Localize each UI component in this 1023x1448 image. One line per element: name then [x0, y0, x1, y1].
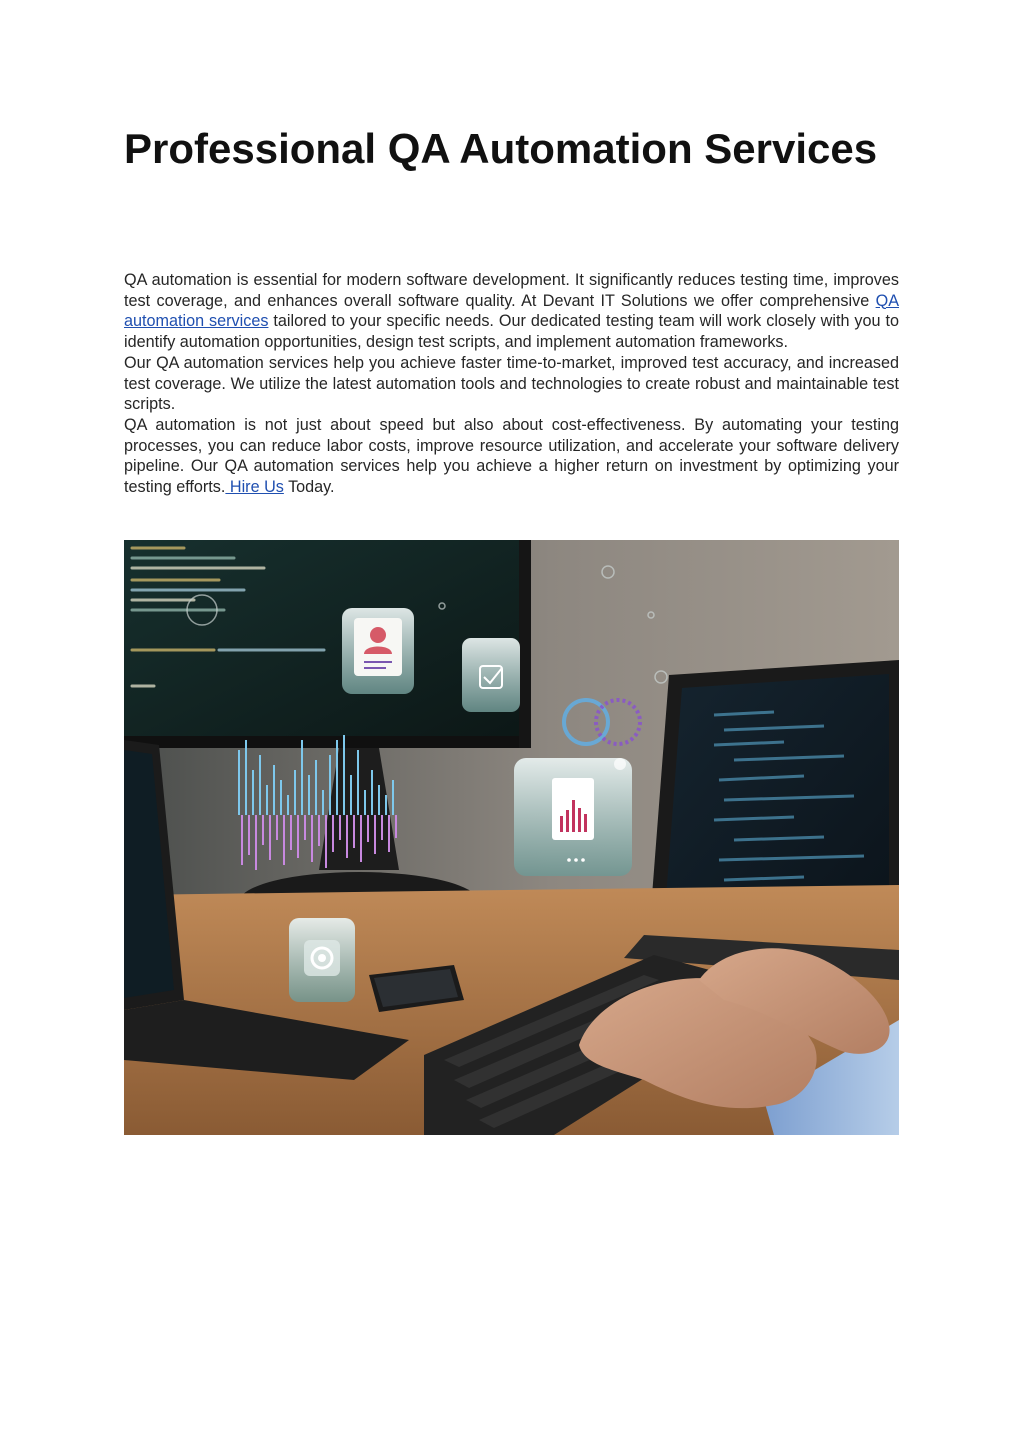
monitor-screen	[124, 540, 524, 740]
page-title: Professional QA Automation Services	[124, 125, 878, 172]
paragraph-1-text-start: QA automation is essential for modern software development. It significantly reduces testing time, improves test coverage, and enhances overall software quality. At Devant IT Solutions we offer comprehensive	[124, 271, 899, 310]
hire-us-link[interactable]: Hire Us	[225, 478, 284, 497]
qa-automation-services-link[interactable]: QA automation services	[124, 291, 899, 331]
bar-chart-icon	[514, 758, 632, 876]
hero-illustration	[124, 540, 899, 1135]
paragraph-3-text-start: QA automation is not just about speed but also about cost-effectiveness. By automating your testing processes, you can reduce labor costs, improve resource utilization, and accelerate your software delivery pipeline. Our QA automation services help you achieve a higher return on investment by optimizing your testing efforts.	[124, 415, 899, 497]
paragraph-3-text-end: Today.	[283, 478, 335, 497]
user-profile-icon	[342, 608, 414, 694]
checkbox-icon	[462, 638, 520, 712]
gear-icon	[289, 918, 355, 1002]
hero-image	[124, 540, 899, 1135]
paragraph-3	[124, 415, 899, 498]
paragraph-2: Our QA automation services help you achieve faster time-to-market, improved test accuracy, and increased test coverage. We utilize the latest automation tools and technologies to create robust and maintainable test scripts.	[124, 353, 899, 414]
paragraph-1-text-end: tailored to your specific needs. Our dedicated testing team will work closely with you to identify automation opportunities, design test scripts, and implement automation frameworks.	[124, 312, 899, 352]
paragraph-1	[124, 270, 899, 353]
article-body	[124, 270, 899, 498]
